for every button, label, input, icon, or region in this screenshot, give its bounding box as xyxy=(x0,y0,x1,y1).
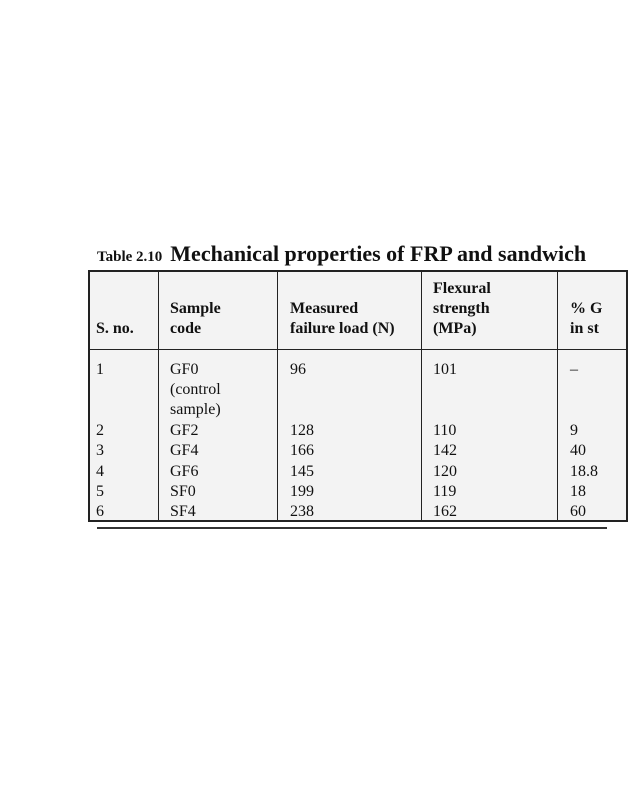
cell-sample-code: SF0 xyxy=(170,483,196,500)
bottom-rule xyxy=(97,527,607,529)
cell-percent-gain: 9 xyxy=(570,422,578,439)
cell-flexural-strength: 110 xyxy=(433,422,457,439)
cell-flexural-strength: 162 xyxy=(433,503,457,520)
cell-flexural-strength: 142 xyxy=(433,442,457,459)
cell-failure-load: 145 xyxy=(290,463,314,480)
column-divider xyxy=(557,272,558,520)
cell-sno: 2 xyxy=(96,422,104,439)
column-divider xyxy=(158,272,159,520)
cell-failure-load: 166 xyxy=(290,442,314,459)
cell-failure-load: 199 xyxy=(290,483,314,500)
cell-sno: 1 xyxy=(96,361,104,378)
cell-percent-gain: 18 xyxy=(570,483,586,500)
cell-percent-gain: 18.8 xyxy=(570,463,598,480)
cell-sno: 3 xyxy=(96,442,104,459)
properties-table xyxy=(88,270,628,522)
cell-sample-code: GF6 xyxy=(170,463,199,480)
cell-sno: 4 xyxy=(96,463,104,480)
header-rule xyxy=(90,349,626,350)
header-sample-code: Sample code xyxy=(170,300,221,337)
table-title: Mechanical properties of FRP and sandwich xyxy=(170,241,587,266)
cell-sno: 5 xyxy=(96,483,104,500)
cell-percent-gain: 40 xyxy=(570,442,586,459)
header-percent-gain: % G in st xyxy=(570,300,603,337)
cell-flexural-strength: 119 xyxy=(433,483,457,500)
cell-percent-gain: 60 xyxy=(570,503,586,520)
column-divider xyxy=(421,272,422,520)
cell-flexural-strength: 101 xyxy=(433,361,457,378)
cell-sample-code: GF0 (control sample) xyxy=(170,361,221,418)
cell-failure-load: 238 xyxy=(290,503,314,520)
column-divider xyxy=(277,272,278,520)
cell-sample-code: GF4 xyxy=(170,442,199,459)
header-flexural-strength: Flexural strength (MPa) xyxy=(433,280,491,337)
cell-sno: 6 xyxy=(96,503,104,520)
header-failure-load: Measured failure load (N) xyxy=(290,300,395,337)
table-caption xyxy=(97,241,586,267)
cell-sample-code: GF2 xyxy=(170,422,199,439)
cell-failure-load: 96 xyxy=(290,361,306,378)
cell-flexural-strength: 120 xyxy=(433,463,457,480)
header-sno: S. no. xyxy=(96,320,134,337)
table-number: Table 2.10 xyxy=(97,249,163,265)
cell-percent-gain: – xyxy=(570,361,578,378)
cell-failure-load: 128 xyxy=(290,422,314,439)
cell-sample-code: SF4 xyxy=(170,503,196,520)
